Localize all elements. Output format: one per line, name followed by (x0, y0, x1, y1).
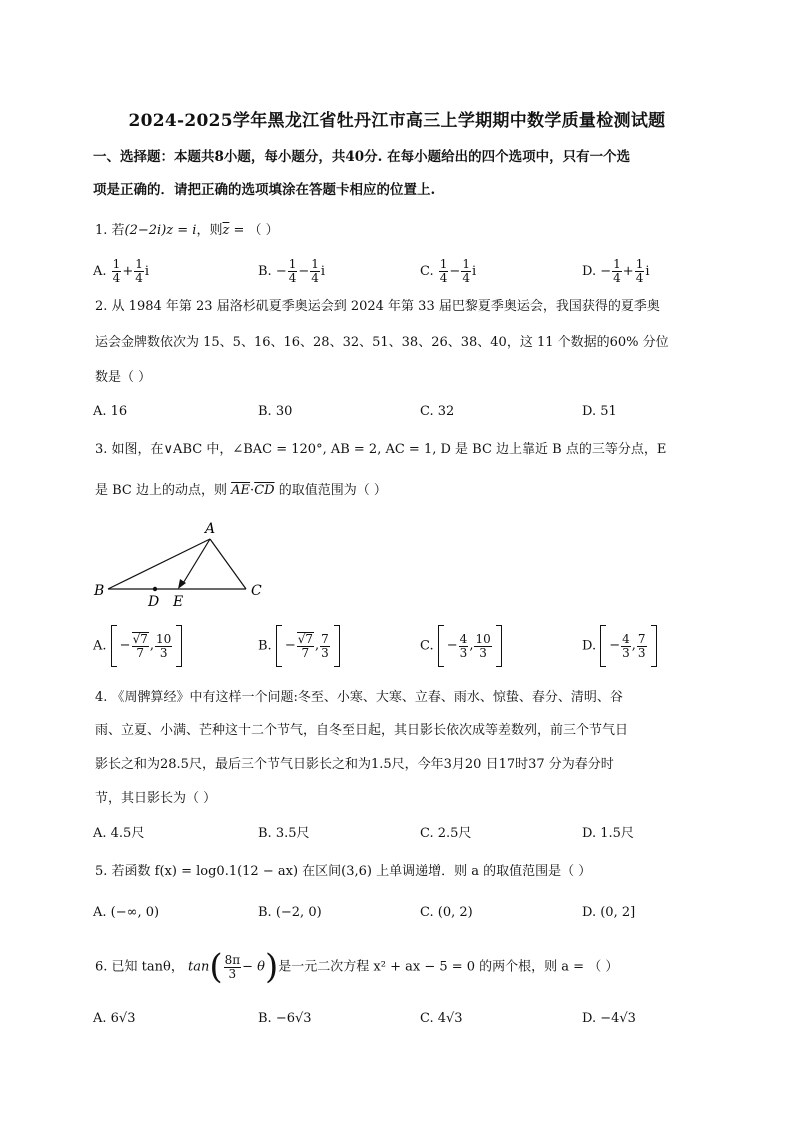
q3-option-b[interactable]: B. − $\frac{√7}{7}$ , $\frac{7}{3}$ (258, 625, 340, 667)
section-heading-line-2: 项是正确的．请把正确的选项填涂在答题卡相应的位置上. (93, 182, 436, 198)
q6-option-d[interactable]: D. −4√3 (582, 1011, 636, 1026)
question-5-stem: 5. 若函数 f(x) = log0.1(12 − ax) 在区间(3,6) 上单调递增．则 a 的取值范围是（ ） (95, 864, 592, 879)
q3-dot: · (250, 483, 255, 498)
q3-option-a[interactable]: A. − $\frac{√7}{7}$ , $\frac{10}{3}$ (93, 625, 182, 667)
q6-prefix: 6. 已知 tanθ， (95, 959, 184, 975)
q4-option-c[interactable]: C. 2.5尺 (420, 826, 472, 841)
q6-tan: tan (187, 959, 210, 975)
q6-frac-den: 3 (228, 966, 237, 981)
question-4-line-1: 4. 《周髀算经》中有这样一个问题:冬至、小寒、大寒、立春、雨水、惊蛰、春分、清明、谷 (95, 690, 623, 705)
q1-option-c[interactable]: C. $\frac{1}{4}$ − $\frac{1}{4}$ i (420, 257, 477, 285)
q6-option-b[interactable]: B. −6√3 (258, 1011, 312, 1026)
q1-option-a[interactable]: A. $\frac{1}{4}$ + $\frac{1}{4}$ i (93, 257, 150, 285)
point-d-marker (153, 587, 157, 591)
q6-option-a[interactable]: A. 6√3 (93, 1011, 136, 1026)
q5-option-a[interactable]: A. (−∞, 0) (93, 905, 160, 920)
question-2-line-1: 2. 从 1984 年第 23 届洛杉矶夏季奥运会到 2024 年第 33 届巴黎夏季奥运会，我国获得的夏季奥 (95, 299, 660, 314)
q4-option-b[interactable]: B. 3.5尺 (258, 826, 310, 841)
q1-option-d[interactable]: D. − $\frac{1}{4}$ + $\frac{1}{4}$ i (582, 257, 650, 285)
q1-option-b[interactable]: B. − $\frac{1}{4}$ − $\frac{1}{4}$ i (258, 257, 326, 285)
q3-vector-ae: $\overline{AE}$ (231, 483, 251, 498)
side-ac (210, 539, 246, 589)
q3-vector-cd: $\overline{CD}$ (254, 483, 275, 498)
q1-zbar: $\overline{z}$ (222, 223, 230, 238)
q5-option-b[interactable]: B. (−2, 0) (258, 905, 322, 920)
triangle-figure (88, 515, 278, 610)
q3-option-c[interactable]: C. − $\frac{4}{3}$ , $\frac{10}{3}$ (420, 625, 502, 667)
question-1-stem (95, 222, 279, 240)
question-4-line-3: 影长之和为28.5尺，最后三个节气日影长之和为1.5尺，今年3月20 日17时37 分为春分时 (95, 757, 614, 772)
label-d: D (148, 594, 160, 610)
question-4-line-2: 雨、立夏、小满、芒种这十二个节气，自冬至日起，其日影长依次成等差数列，前三个节气日 (95, 723, 629, 738)
label-e: E (173, 594, 184, 610)
q5-option-d[interactable]: D. (0, 2] (582, 905, 636, 920)
q1-mid: ，则 (196, 223, 223, 238)
q6-frac-num: 8π (224, 952, 241, 967)
q4-option-d[interactable]: D. 1.5尺 (582, 826, 634, 841)
q1-suffix: = （ ） (229, 223, 279, 238)
question-4-line-4: 节，其日影长为（ ） (95, 791, 217, 806)
q6-theta: − θ (242, 959, 265, 975)
label-b: B (94, 583, 105, 599)
question-6-stem: 6. 已知 tanθ， tan( $\frac{8\pi}{3}$ − θ)是一元二次方程 x² + ax − 5 = 0 的两个根，则 a = （ ） (95, 947, 619, 987)
q2-option-a[interactable]: A. 16 (93, 404, 128, 419)
page-title: 2024-2025学年黑龙江省牡丹江市高三上学期期中数学质量检测试题 (128, 111, 666, 131)
q3-line2-prefix: 是 BC 边上的动点，则 (95, 483, 228, 498)
q3-line2-suffix: 的取值范围为（ ） (278, 483, 387, 498)
q1-equation: (2−2i)z = i (124, 223, 197, 238)
q2-option-b[interactable]: B. 30 (258, 404, 293, 419)
question-3-line-2 (95, 482, 387, 500)
question-2-line-2: 运会金牌数依次为 15、5、16、16、28、32、51、38、26、38、40，这 11 个数据的60% 分位 (95, 335, 669, 350)
q3-option-d[interactable]: D. − $\frac{4}{3}$ , $\frac{7}{3}$ (582, 625, 657, 667)
question-2-line-3: 数是（ ） (95, 370, 152, 385)
q6-option-c[interactable]: C. 4√3 (420, 1011, 463, 1026)
label-a: A (205, 521, 216, 537)
q2-option-c[interactable]: C. 32 (420, 404, 455, 419)
q2-option-d[interactable]: D. 51 (582, 404, 617, 419)
question-3-line-1: 3. 如图，在∨ABC 中，∠BAC = 120°, AB = 2, AC = 1, D 是 BC 边上靠近 B 点的三等分点，E (95, 442, 667, 457)
section-heading-line-1: 一、选择题：本题共8小题，每小题分，共40分. 在每小题给出的四个选项中，只有一个选 (93, 149, 631, 165)
q5-option-c[interactable]: C. (0, 2) (420, 905, 473, 920)
q1-prefix: 1. 若 (95, 223, 125, 238)
q4-option-a[interactable]: A. 4.5尺 (93, 826, 145, 841)
q6-suffix: 是一元二次方程 x² + ax − 5 = 0 的两个根，则 a = （ ） (278, 959, 619, 975)
label-c: C (251, 583, 262, 599)
